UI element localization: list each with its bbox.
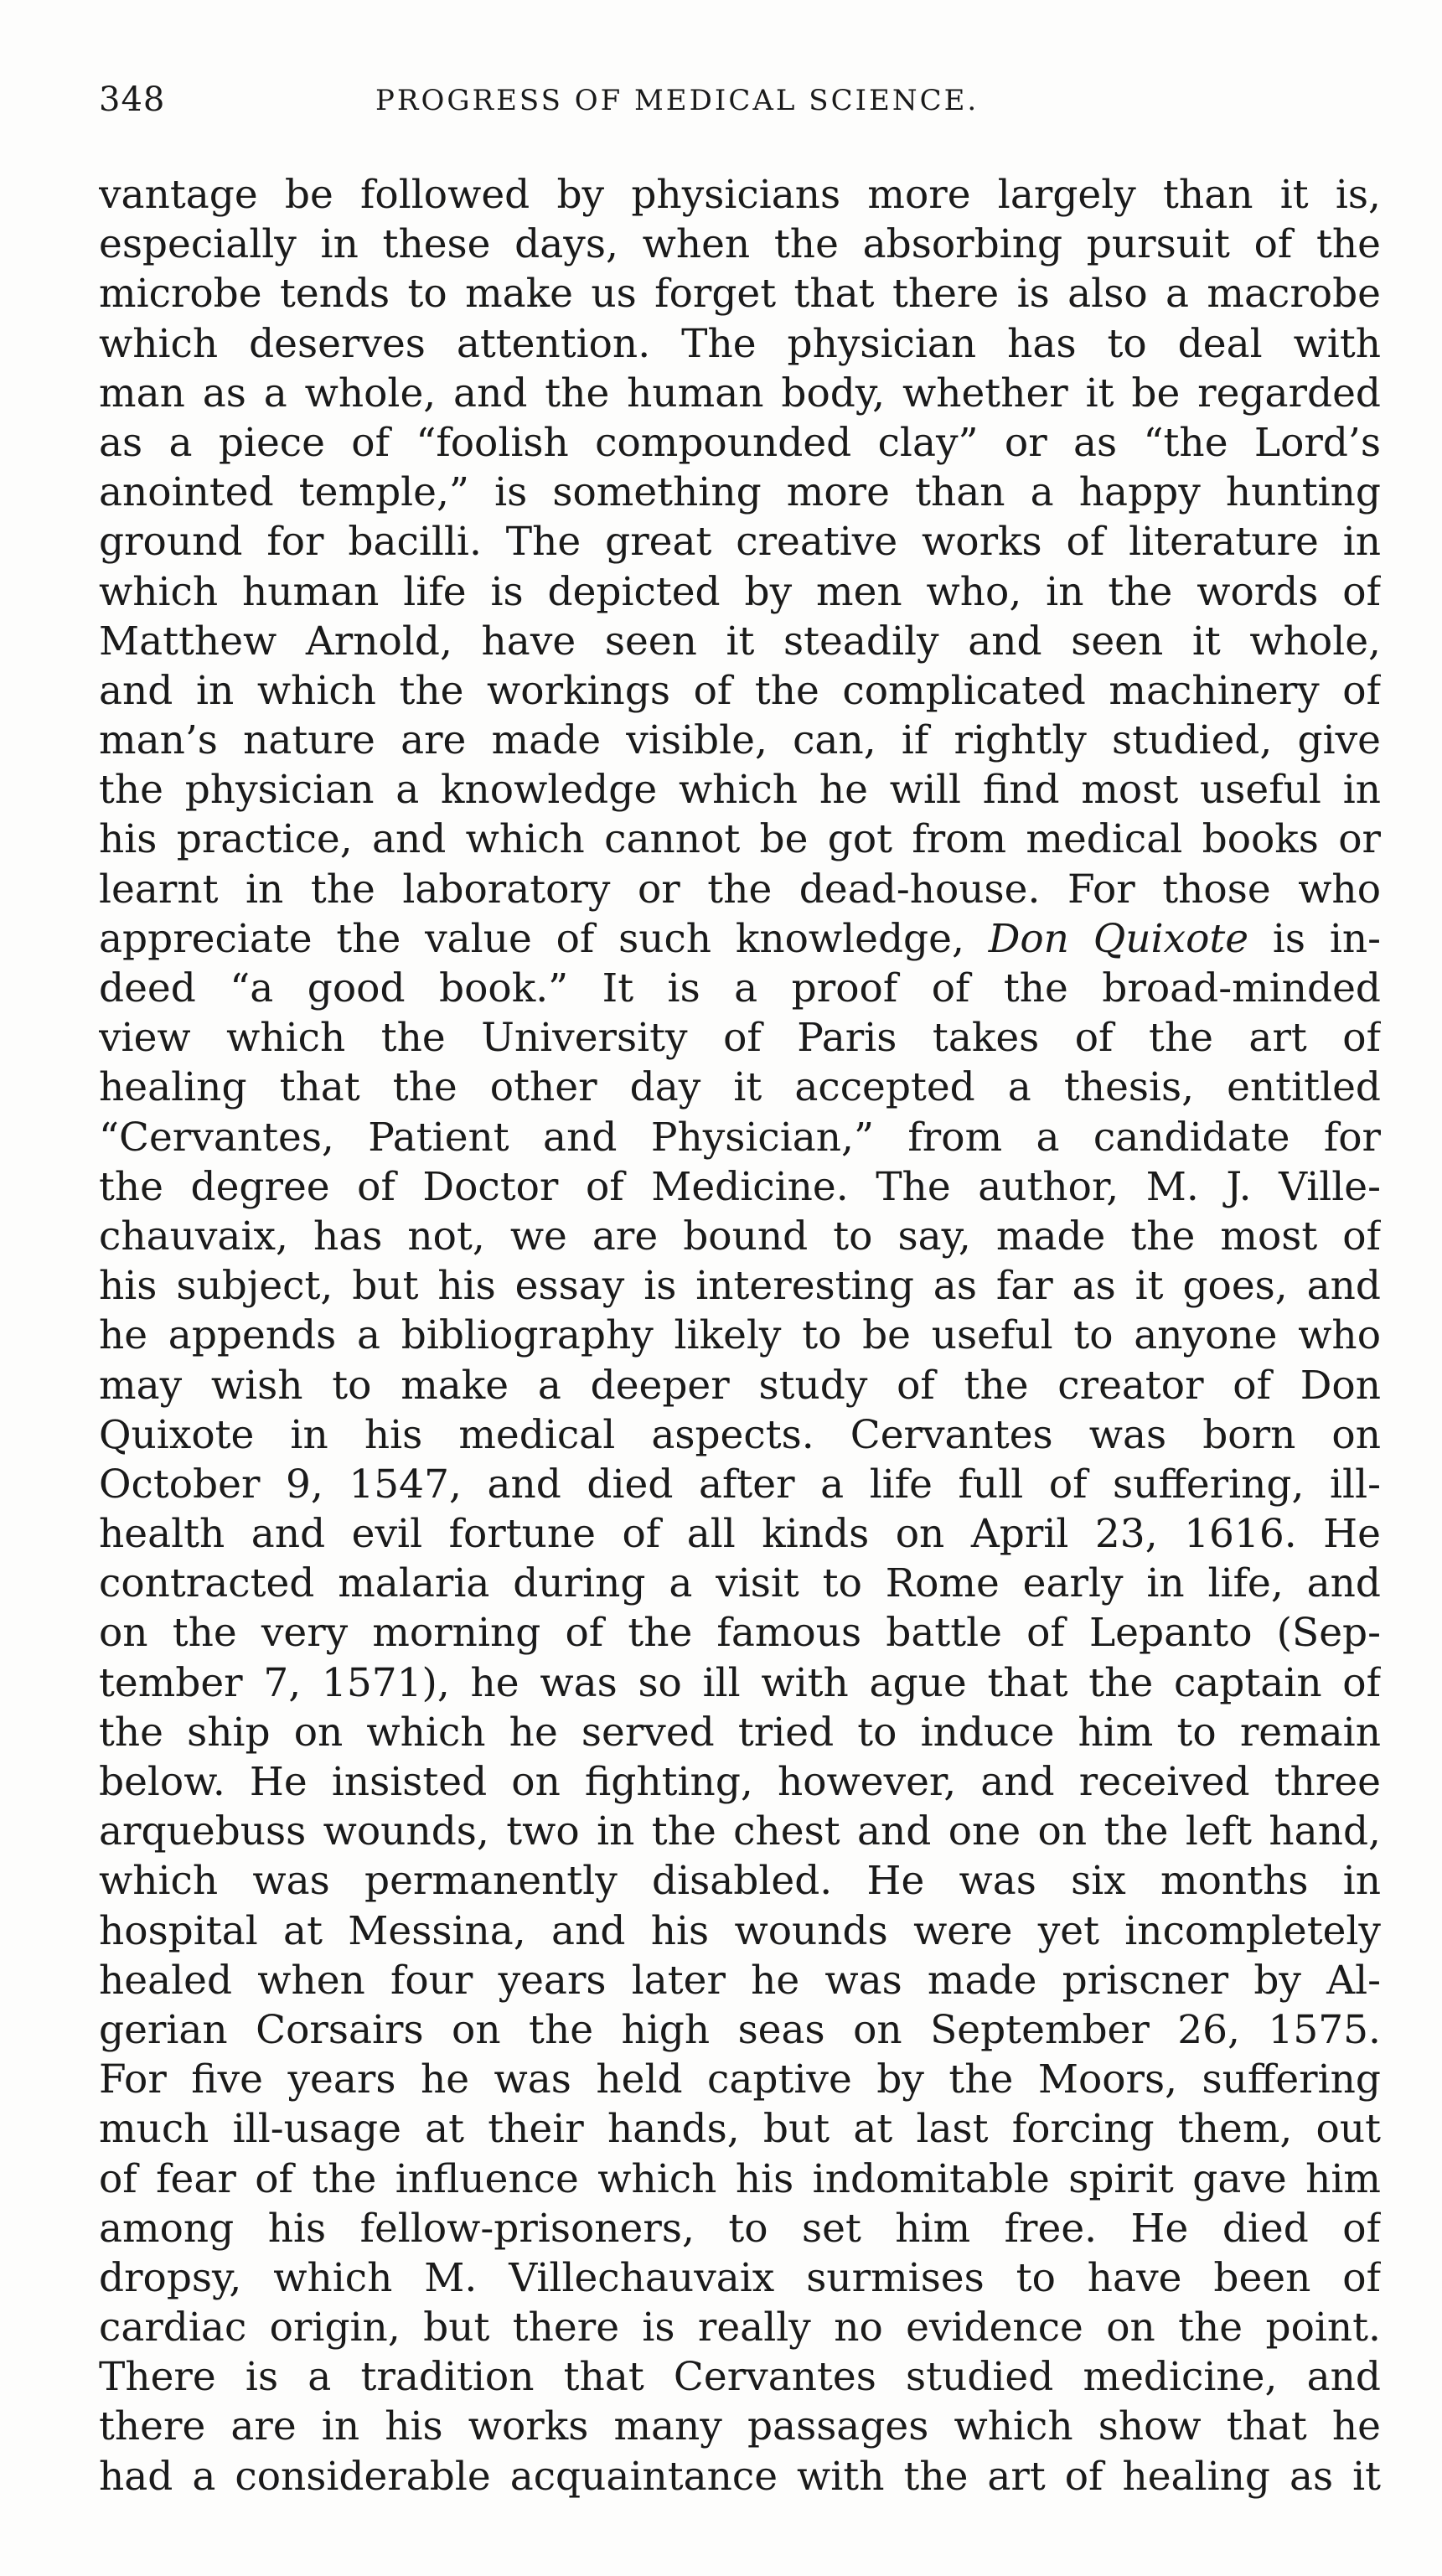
text-line: health and evil fortune of all kinds on April 23, 1616. He [99, 1511, 1381, 1558]
text-line: much ill-usage at their hands, but at last forcing them, out [99, 2106, 1381, 2153]
text-line: among his fellow-prisoners, to set him free. He died of [99, 2205, 1381, 2252]
text-line: tember 7, 1571), he was so ill with ague that the captain of [99, 1659, 1381, 1706]
text-line: There is a tradition that Cervantes studied medicine, and [99, 2354, 1381, 2401]
text-segment: appreciate the value of such knowledge, [99, 915, 989, 962]
text-line: hospital at Messina, and his wounds were yet incompletely [99, 1907, 1381, 1954]
text-line: the ship on which he served tried to induce him to remain [99, 1709, 1381, 1756]
body-text [99, 170, 1381, 2501]
text-line: which deserves attention. The physician has to deal with [99, 320, 1381, 367]
text-line: had a considerable acquaintance with the art of healing as it [99, 2453, 1381, 2500]
text-line: of fear of the influence which his indomitable spirit gave him [99, 2155, 1381, 2202]
page-header [99, 80, 1381, 131]
text-line: view which the University of Paris takes of the art of [99, 1015, 1381, 1062]
text-line: chauvaix, has not, we are bound to say, made the most of [99, 1213, 1381, 1260]
text-line: especially in these days, when the absorbing pursuit of the [99, 221, 1381, 268]
text-line: healing that the other day it accepted a thesis, entitled [99, 1064, 1381, 1111]
text-line: dropsy, which M. Villechauvaix surmises to have been of [99, 2254, 1381, 2301]
text-line: deed “a good book.” It is a proof of the broad-minded [99, 965, 1381, 1011]
running-title: PROGRESS OF MEDICAL SCIENCE. [375, 84, 979, 117]
text-line: arquebuss wounds, two in the chest and one on the left hand, [99, 1808, 1381, 1855]
text-line: his subject, but his essay is interesting as far as it goes, and [99, 1263, 1381, 1310]
text-line: may wish to make a deeper study of the creator of Don [99, 1362, 1381, 1409]
text-line: as a piece of “foolish compounded clay” or as “the Lord’s [99, 419, 1381, 466]
text-line: which was permanently disabled. He was six months in [99, 1858, 1381, 1905]
text-line [99, 914, 1381, 964]
text-line: October 9, 1547, and died after a life full of suffering, ill- [99, 1461, 1381, 1508]
text-line: man as a whole, and the human body, whether it be regarded [99, 370, 1381, 416]
text-line: his practice, and which cannot be got from medical books or [99, 816, 1381, 863]
text-line: and in which the workings of the complicated machinery of [99, 667, 1381, 714]
text-line: the physician a knowledge which he will find most useful in [99, 767, 1381, 814]
text-line: which human life is depicted by men who, in the words of [99, 568, 1381, 615]
text-line: on the very morning of the famous battle of Lepanto (Sep- [99, 1610, 1381, 1657]
text-line: microbe tends to make us forget that there is also a macrobe [99, 271, 1381, 318]
text-line: there are in his works many passages which show that he [99, 2403, 1381, 2450]
text-line: vantage be followed by physicians more largely than it is, [99, 172, 1381, 218]
text-line: Quixote in his medical aspects. Cervantes was born on [99, 1411, 1381, 1458]
text-segment: is in- [1248, 915, 1381, 962]
text-line: learnt in the laboratory or the dead-house. For those who [99, 866, 1381, 913]
text-line: For five years he was held captive by the Moors, suffering [99, 2056, 1381, 2103]
text-line: the degree of Doctor of Medicine. The author, M. J. Ville- [99, 1163, 1381, 1210]
book-title-italic: Don Quixote [988, 915, 1249, 962]
text-line: man’s nature are made visible, can, if rightly studied, give [99, 717, 1381, 764]
text-line: below. He insisted on fighting, however, and received three [99, 1759, 1381, 1805]
text-line: he appends a bibliography likely to be useful to anyone who [99, 1312, 1381, 1359]
text-line: contracted malaria during a visit to Rome early in life, and [99, 1560, 1381, 1607]
text-line: “Cervantes, Patient and Physician,” from a candidate for [99, 1114, 1381, 1161]
page-number: 348 [99, 80, 166, 119]
text-line: ground for bacilli. The great creative works of literature in [99, 519, 1381, 566]
text-line: healed when four years later he was made priscner by Al- [99, 1957, 1381, 2004]
text-line: anointed temple,” is something more than a happy hunting [99, 469, 1381, 516]
text-line: cardiac origin, but there is really no evidence on the point. [99, 2304, 1381, 2351]
text-line: gerian Corsairs on the high seas on September 26, 1575. [99, 2006, 1381, 2053]
text-line: Matthew Arnold, have seen it steadily and seen it whole, [99, 618, 1381, 665]
